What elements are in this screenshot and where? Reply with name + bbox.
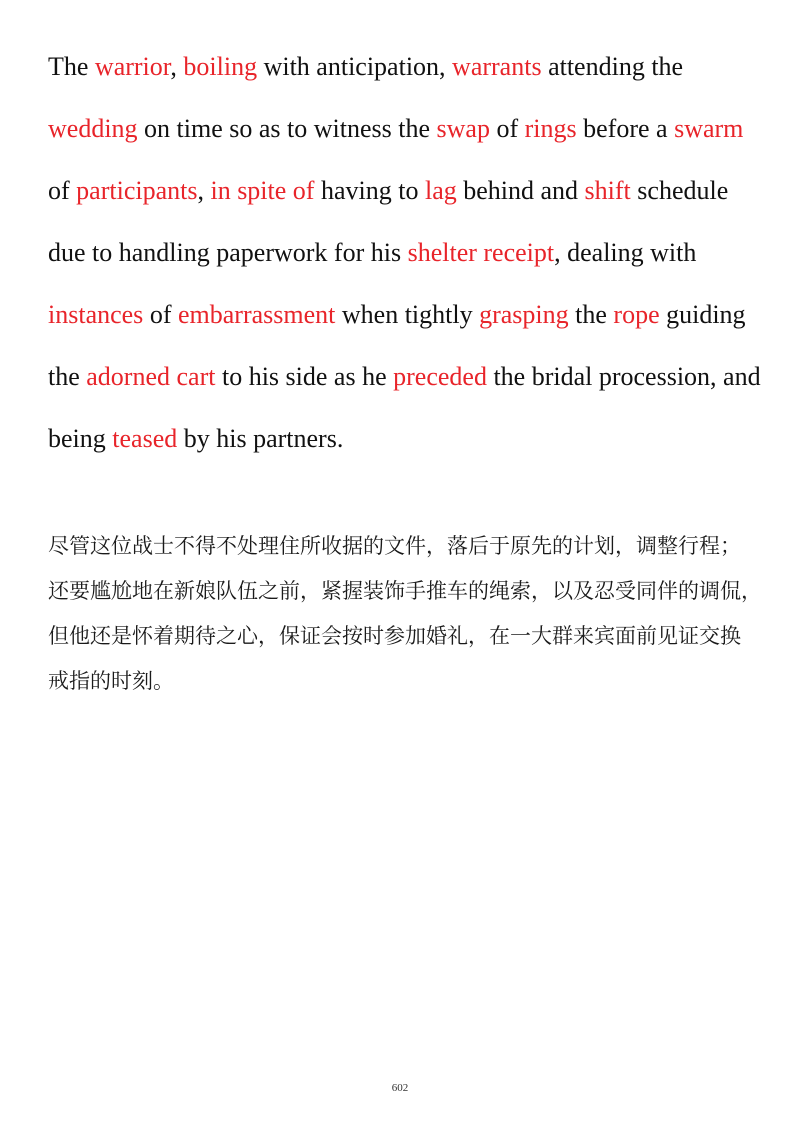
- paragraph-text: schedule due to handling paperwork for his: [48, 176, 729, 267]
- paragraph-text: of: [143, 300, 178, 329]
- paragraph-text: of: [48, 176, 77, 205]
- highlighted-vocabulary-word: embarrassment: [177, 300, 336, 329]
- paragraph-text: having to: [314, 176, 425, 205]
- highlighted-vocabulary-word: participants: [76, 176, 198, 205]
- paragraph-text: , dealing with: [554, 238, 697, 267]
- chinese-line: 还要尴尬地在新娘队伍之前，紧握装饰手推车的绳索，以及忍受同伴的调侃，: [48, 579, 762, 603]
- highlighted-vocabulary-word: boiling: [183, 52, 258, 81]
- paragraph-text: to his side as he: [215, 362, 394, 391]
- highlighted-vocabulary-word: in spite of: [210, 176, 315, 205]
- paragraph-text: ,: [197, 176, 211, 205]
- highlighted-vocabulary-word: grasping: [479, 300, 569, 329]
- highlighted-vocabulary-word: wedding: [48, 114, 138, 143]
- paragraph-text: with anticipation,: [257, 52, 453, 81]
- paragraph-text: The: [48, 52, 95, 81]
- highlighted-vocabulary-word: adorned cart: [86, 362, 216, 391]
- highlighted-vocabulary-word: warrants: [452, 52, 542, 81]
- paragraph-text: attending the: [541, 52, 684, 81]
- highlighted-vocabulary-word: instances: [48, 300, 144, 329]
- paragraph-text: on time so as to witness the: [137, 114, 437, 143]
- highlighted-vocabulary-word: swap: [436, 114, 490, 143]
- highlighted-vocabulary-word: shelter receipt: [407, 238, 555, 267]
- chinese-translation-paragraph: [48, 524, 760, 704]
- highlighted-vocabulary-word: rings: [524, 114, 577, 143]
- paragraph-text: ,: [170, 52, 184, 81]
- highlighted-vocabulary-word: warrior: [94, 52, 171, 81]
- highlighted-vocabulary-word: rope: [613, 300, 660, 329]
- english-paragraph: [48, 36, 764, 470]
- highlighted-vocabulary-word: teased: [112, 424, 178, 453]
- chinese-line: 但他还是怀着期待之心，保证会按时参加婚礼，在一大群来宾面前见证交换: [48, 624, 741, 648]
- highlighted-vocabulary-word: lag: [424, 176, 457, 205]
- paragraph-text: behind and: [456, 176, 585, 205]
- page-number: 602: [391, 1082, 409, 1094]
- paragraph-text: by his partners.: [177, 424, 344, 453]
- paragraph-text: guiding the: [48, 300, 746, 391]
- highlighted-vocabulary-word: shift: [584, 176, 631, 205]
- paragraph-text: the bridal procession, and being: [48, 362, 761, 453]
- paragraph-text: the: [568, 300, 614, 329]
- paragraph-text: before a: [576, 114, 675, 143]
- highlighted-vocabulary-word: preceded: [393, 362, 487, 391]
- chinese-line: 戒指的时刻。: [48, 669, 174, 693]
- paragraph-text: of: [489, 114, 525, 143]
- paragraph-text: when tightly: [335, 300, 480, 329]
- highlighted-vocabulary-word: swarm: [674, 114, 744, 143]
- chinese-line: 尽管这位战士不得不处理住所收据的文件，落后于原先的计划，调整行程；: [48, 534, 741, 558]
